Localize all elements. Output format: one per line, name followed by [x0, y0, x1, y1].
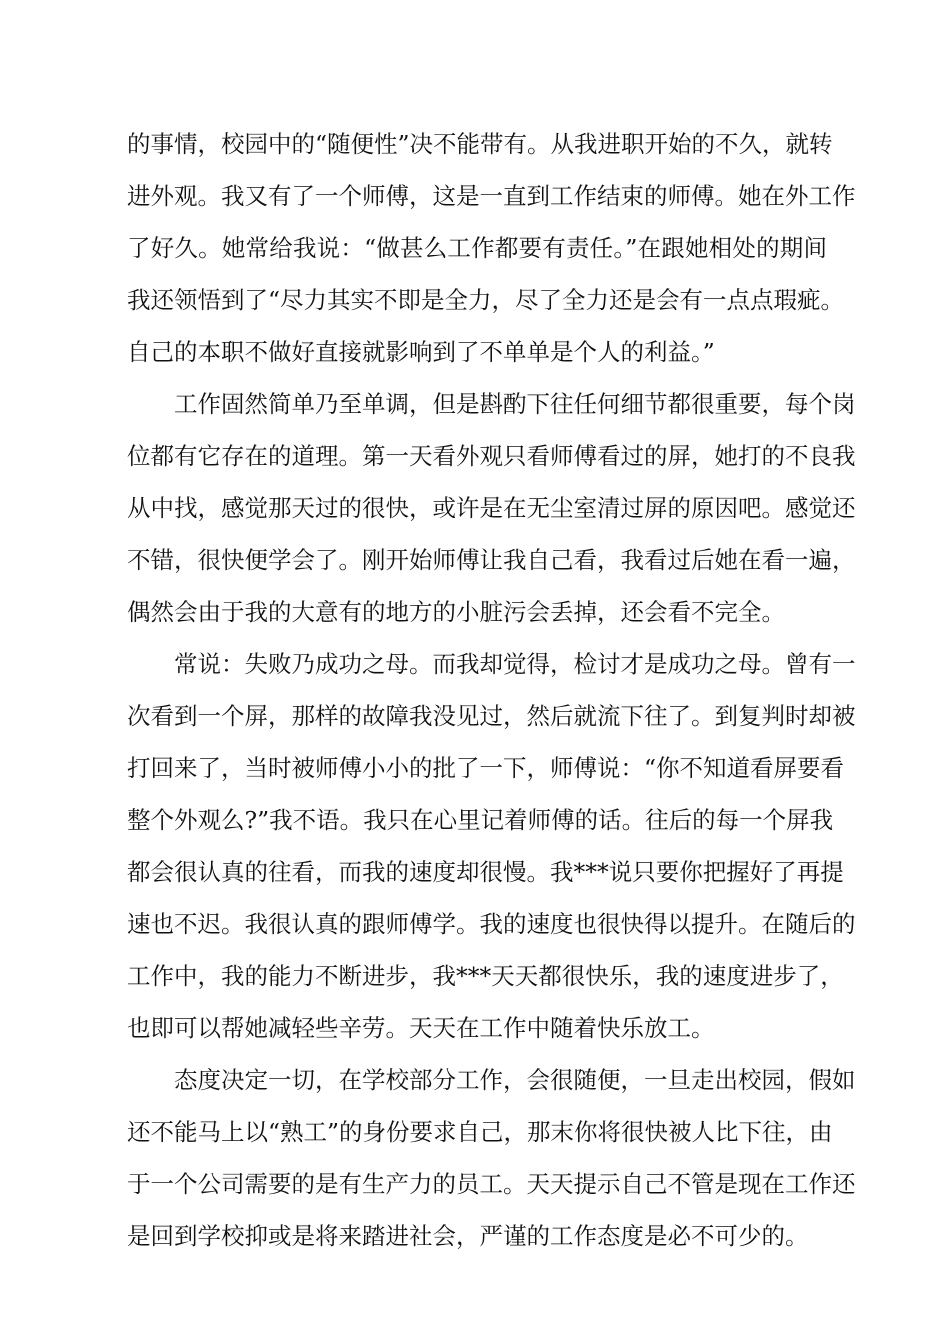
- text-line: 是回到学校抑或是将来踏进社会，严谨的工作态度是必不可少的。: [127, 1222, 809, 1250]
- text-line: 打回来了，当时被师傅小小的批了一下，师傅说：“你不知道看屏要看: [127, 754, 845, 782]
- text-line: 位都有它存在的道理。第一天看外观只看师傅看过的屏，她打的不良我: [127, 442, 856, 470]
- paragraph: [127, 1054, 856, 1262]
- text-line: 态度决定一切，在学校部分工作，会很随便，一旦走出校园，假如: [174, 1066, 856, 1094]
- text-line: 了好久。她常给我说：“做甚么工作都要有责任。”在跟她相处的期间: [127, 234, 827, 262]
- paragraph: [127, 118, 856, 378]
- text-line: 不错，很快便学会了。刚开始师傅让我自己看，我看过后她在看一遍，: [127, 546, 856, 574]
- text-line: 从中找，感觉那天过的很快，或许是在无尘室清过屏的原因吧。感觉还: [127, 494, 856, 522]
- text-line: 我还领悟到了“尽力其实不即是全力，尽了全力还是会有一点点瑕疵。: [127, 286, 845, 314]
- text-line: 进外观。我又有了一个师傅，这是一直到工作结束的师傅。她在外工作: [127, 182, 856, 210]
- paragraph: [127, 378, 856, 638]
- text-line: 速也不迟。我很认真的跟师傅学。我的速度也很快得以提升。在随后的: [127, 910, 856, 938]
- text-line: 都会很认真的往看，而我的速度却很慢。我***说只要你把握好了再提: [127, 858, 844, 886]
- text-line: 次看到一个屏，那样的故障我没见过，然后就流下往了。到复判时却被: [127, 702, 856, 730]
- text-line: 偶然会由于我的大意有的地方的小脏污会丢掉，还会看不完全。: [127, 598, 785, 626]
- text-line: 于一个公司需要的是有生产力的员工。天天提示自己不管是现在工作还: [127, 1170, 856, 1198]
- text-line: 的事情，校园中的“随便性”决不能带有。从我进职开始的不久，就转: [127, 130, 833, 158]
- text-line: 自己的本职不做好直接就影响到了不单单是个人的利益。”: [127, 338, 715, 366]
- text-line: 常说：失败乃成功之母。而我却觉得，检讨才是成功之母。曾有一: [174, 650, 856, 678]
- text-line: 工作中，我的能力不断进步，我***天天都很快乐，我的速度进步了，: [127, 962, 844, 990]
- text-line: 也即可以帮她减轻些辛劳。天天在工作中随着快乐放工。: [127, 1014, 715, 1042]
- paragraph: [127, 638, 856, 1054]
- text-line: 工作固然简单乃至单调，但是斟酌下往任何细节都很重要，每个岗: [174, 390, 856, 418]
- document-body: [127, 118, 856, 1262]
- text-line: 整个外观么?”我不语。我只在心里记着师傅的话。往后的每一个屏我: [127, 806, 834, 834]
- text-line: 还不能马上以“熟工”的身份要求自己，那末你将很快被人比下往，由: [127, 1118, 833, 1146]
